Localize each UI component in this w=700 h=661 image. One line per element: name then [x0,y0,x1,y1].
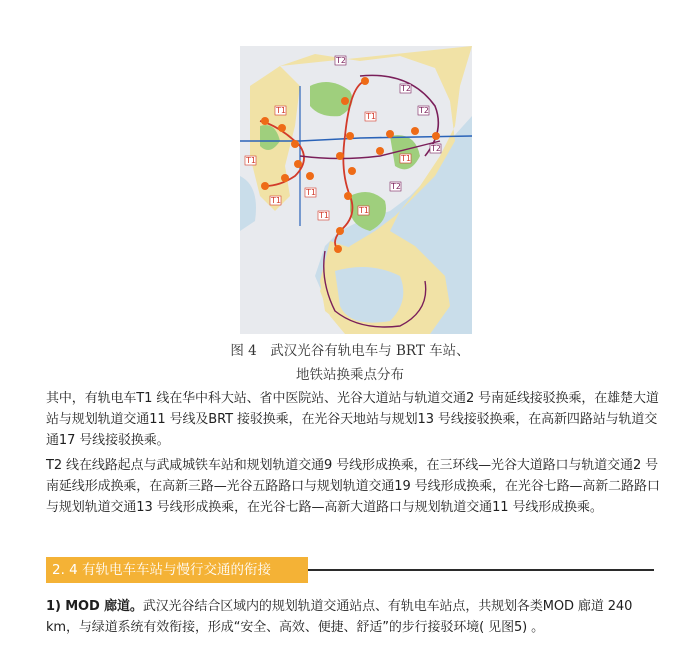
figure-caption-line1: 图 4 武汉光谷有轨电车与 BRT 车站、 [230,343,470,359]
paragraph-mod-corridor [46,596,664,638]
map-label: T1 [319,211,329,220]
tram-station-map [240,46,472,334]
map-label: T2 [431,144,441,153]
map-label: T1 [306,188,316,197]
map-label: T2 [419,106,429,115]
map-label: T1 [246,156,256,165]
map-label: T2 [336,56,346,65]
figure-caption-line2: 地铁站换乘点分布 [296,367,404,383]
map-label: T1 [401,154,411,163]
paragraph-lead: 1) MOD 廊道。 [46,599,143,614]
map-label: T2 [391,182,401,191]
paragraph-body: 武汉光谷结合区域内的规划轨道交通站点、有轨电车站点，共规划各类MOD 廊道 240 km，与绿道系统有效衔接，形成“安全、高效、便捷、舒适”的步行接驳环境( 见图5) 。 [46,599,633,635]
section-divider [308,569,654,571]
section-heading: 2. 4 有轨电车车站与慢行交通的衔接 [46,557,308,583]
paragraph-t2-transfers: T2 线在线路起点与武咸城铁车站和规划轨道交通9 号线形成换乘，在三环线—光谷大道路口与轨道交通2 号南延线形成换乘，在高新三路—光谷五路路口与规划轨道交通19 号线形成换乘，在光谷七路—高新二路路口与规划轨道交通13 号线形成换乘，在光谷七路—高新大道路口与规划轨道交通11 号线形成换乘。 [46,458,660,516]
paragraph-t1-transfers: 其中，有轨电车T1 线在华中科大站、省中医院站、光谷大道站与轨道交通2 号南延线接驳换乘，在雄楚大道站与规划轨道交通11 号线及BRT 接驳换乘，在光谷天地站与规划13 号线接驳换乘，在高新四路站与轨道交通17 号线接驳换乘。 [46,391,659,449]
map-label: T1 [359,206,369,215]
map-label: T1 [276,106,286,115]
map-label: T2 [401,84,411,93]
map-label: T1 [366,112,376,121]
map-label: T1 [271,196,281,205]
